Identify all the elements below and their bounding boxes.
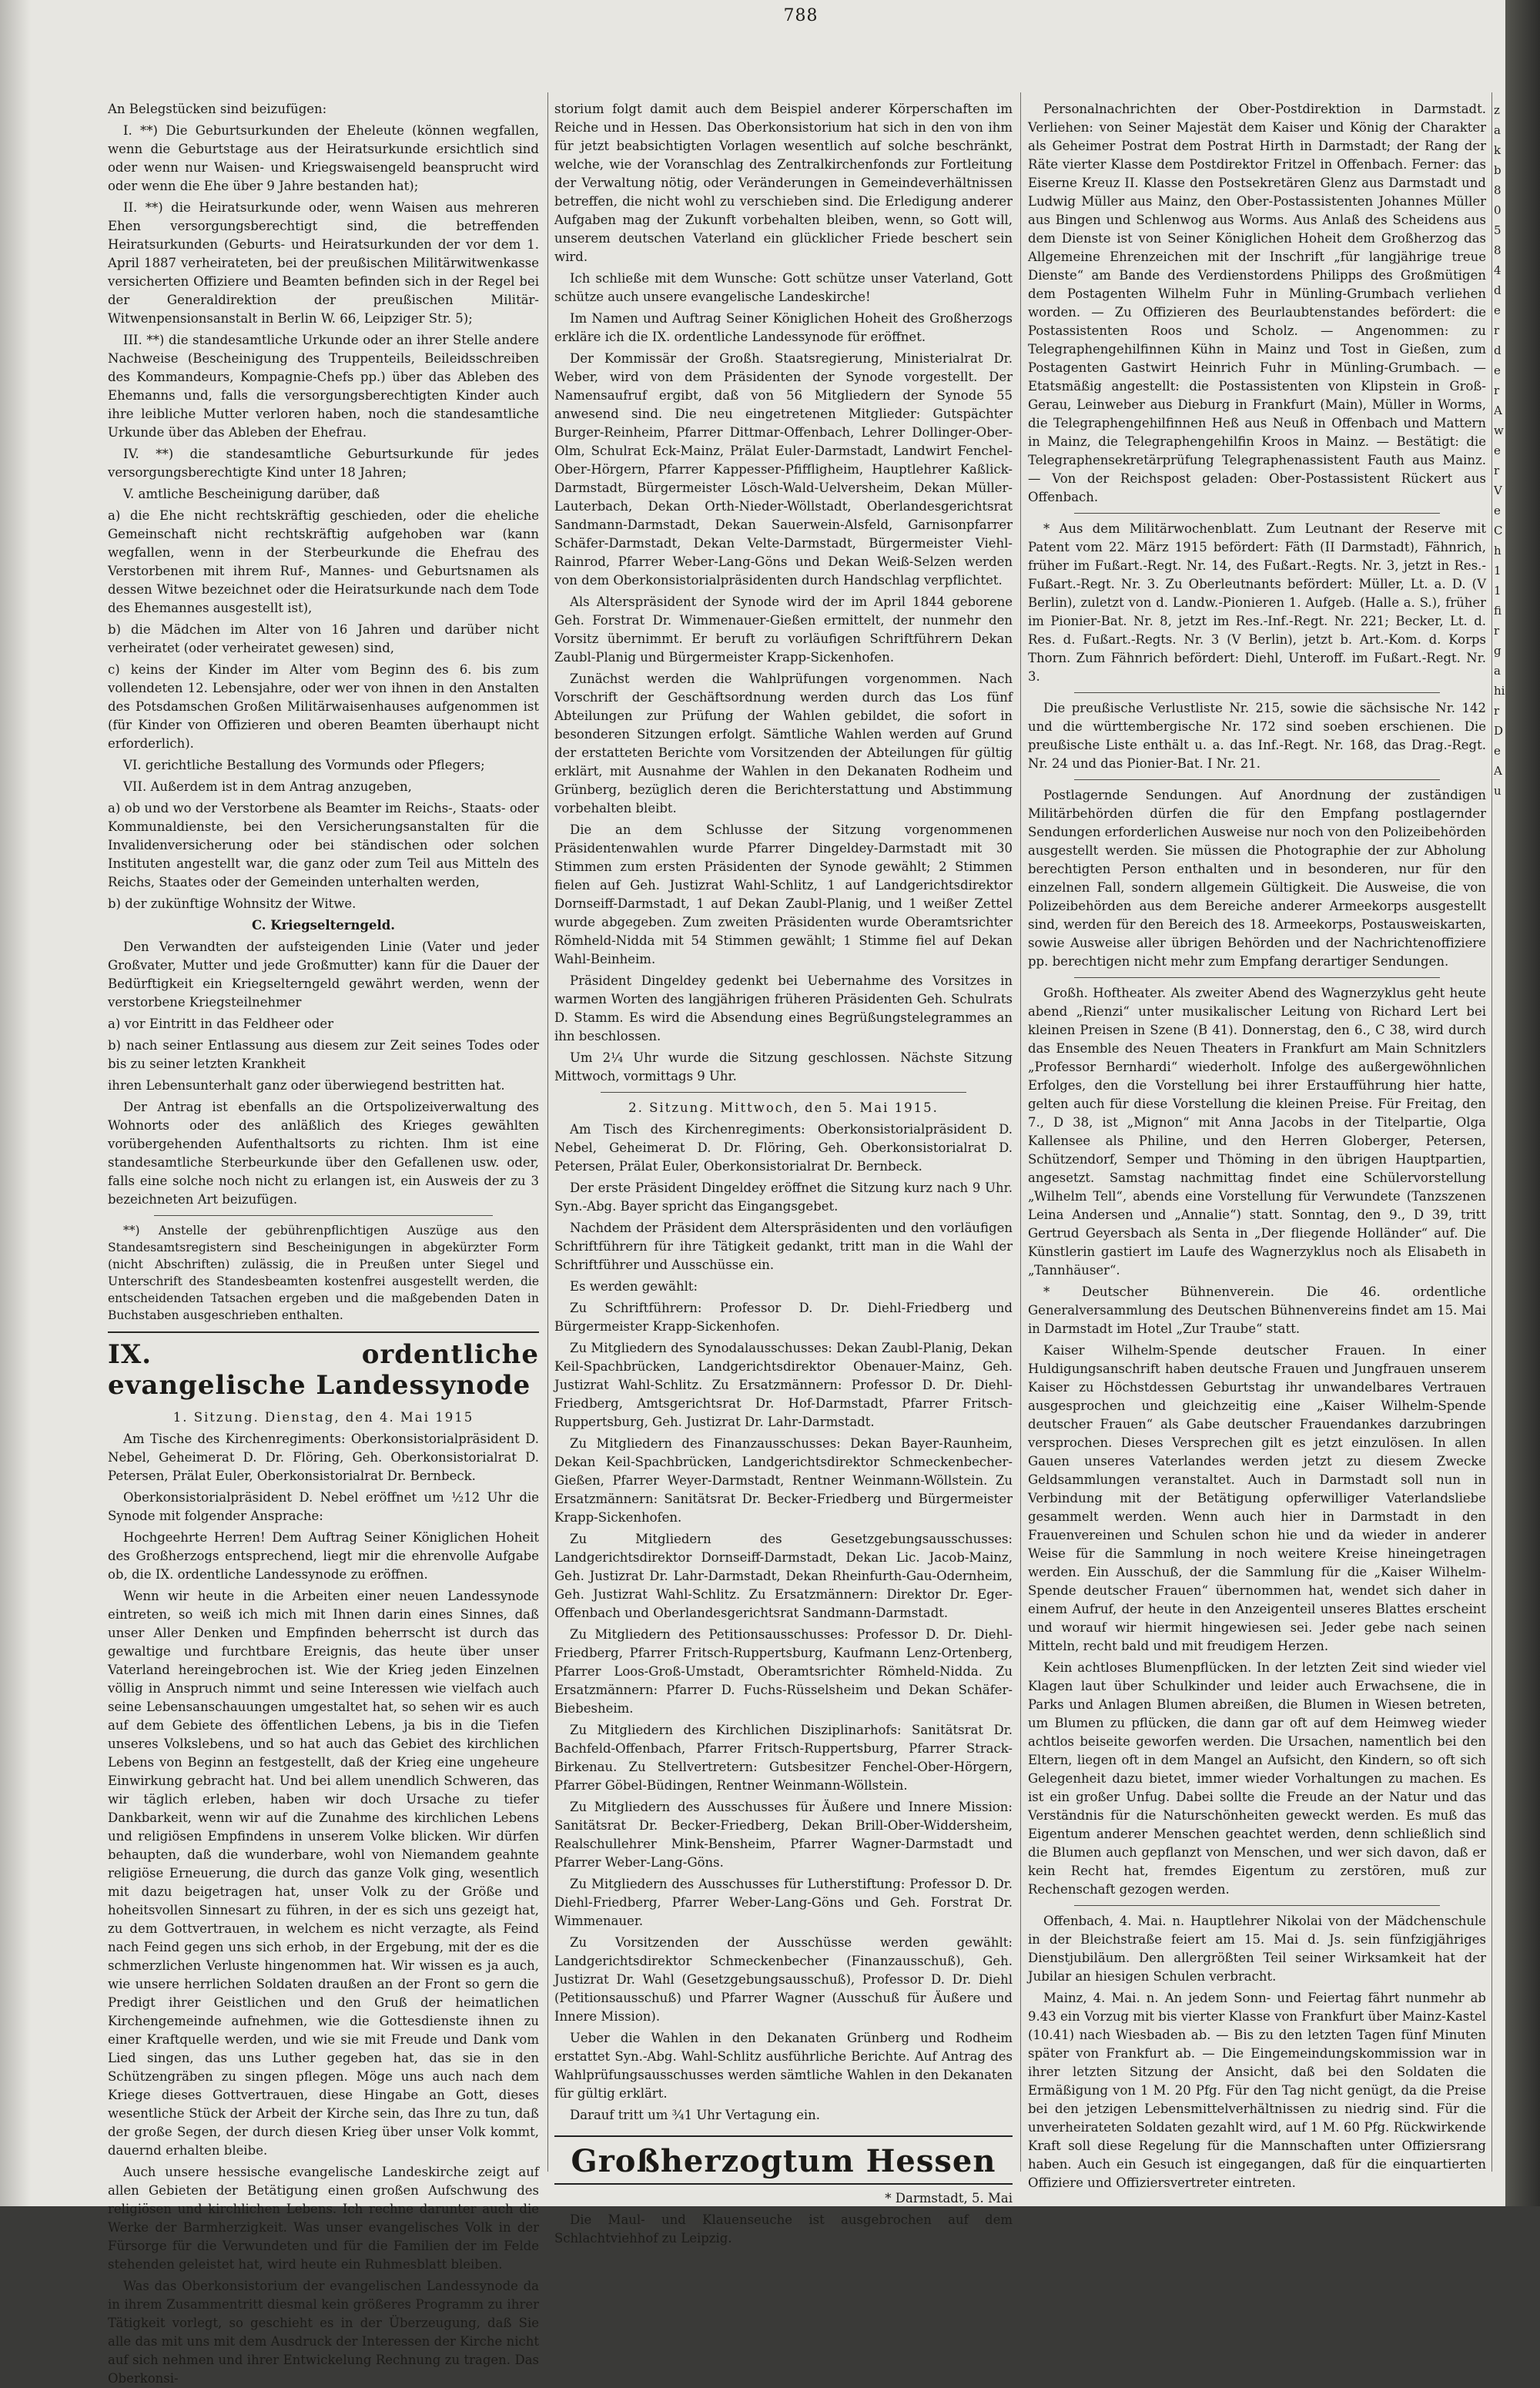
paragraph: Hochgeehrte Herren! Dem Auftrag Seiner Königlichen Hoheit des Großherzogs entsprechend, liegt mir die ehrenvolle Aufgabe ob, die IX. ordentliche Landessynode zu eröffnen. xyxy=(108,1530,539,1582)
list-item: c) keins der Kinder im Alter vom Beginn des 6. bis zum vollendeten 12. Lebensjahre, oder wer von ihnen in den Anstalten des Potsdamschen Großen Militärwaisenhauses aufgenommen ist (für Kinder von Offizieren und oberen Beamten überhaupt nicht erforderlich). xyxy=(108,662,539,751)
paragraph: Zu Mitgliedern des Ausschusses für Äußere und Innere Mission: Sanitätsrat Dr. Becker-Friedberg, Dekan Brill-Ober-Widdersheim, Realschullehrer Mink-Bensheim, Pfarrer Wagner-Darmstadt und Pfarrer Weber-Lang-Göns. xyxy=(554,1800,1013,1870)
divider xyxy=(601,1092,966,1093)
divider xyxy=(1074,513,1440,514)
paragraph: * Deutscher Bühnenverein. Die 46. ordentliche Generalversammlung des Deutschen Bühnenvereins findet am 15. Mai in Darmstadt im Hotel „Zur Traube“ statt. xyxy=(1028,1284,1486,1336)
paragraph: Kein achtloses Blumenpflücken. In der letzten Zeit sind wieder viel Klagen laut über Schulkinder und leider auch Erwachsene, die in Parks und Anlagen Blumen abreißen, die Blumen in Wiesen betreten, um Blumen zu pflücken, die dann gar oft auf dem Heimweg wieder achtlos beiseite geworfen werden. Die Ursachen, namentlich bei den Eltern, liegen oft in dem Mangel an Aufsicht, den Kindern, so oft sich Gelegenheit dazu bietet, immer wieder Vorhaltungen zu machen. Es ist ein großer Unfug. Dabei sollte die Freude an der Natur und das Verständnis für die Naturschönheiten geweckt werden. Es muß das Eigentum anderer Menschen geachtet werden, denn schließlich sind die Blumen auch gepflanzt von Menschen, und wer sich davon, daß er kein Recht hat, fremdes Eigentum zu zerstören, muß zur Rechenschaft gezogen werden. xyxy=(1028,1660,1486,1897)
divider xyxy=(1074,692,1440,693)
paragraph: Zu Schriftführern: Professor D. Dr. Diehl-Friedberg und Bürgermeister Krapp-Sickenhofen. xyxy=(554,1301,1013,1334)
paragraph: ihren Lebensunterhalt ganz oder überwiegend bestritten hat. xyxy=(108,1078,505,1093)
paragraph: Wenn wir heute in die Arbeiten einer neuen Landessynode eintreten, so weiß ich mich mit Ihnen darin eines Sinnes, daß unser Aller Denken und Empfinden beherrscht ist durch das gewaltige und furchtbare Ereignis, das heute über unser Vaterland hereingebrochen ist. Wie der Krieg jeden Einzelnen völlig in Anspruch nimmt und seine Interessen wie vielfach auch seine Lebensanschauungen umgestaltet hat, so sehen wir es auch auf dem Gebiete des öffentlichen Lebens, ja bis in die Tiefen unseres Volkslebens, und so hat auch das Gebiet des kirchlichen Lebens von Beginn an festgestellt, daß der Krieg eine ungeheure Einwirkung gebracht hat. Und bei allem unendlich Schweren, das wir täglich erleben, haben wir doch Ursache zu tiefer Dankbarkeit, wenn wir auf die Zunahme des kirchlichen Lebens und religiösen Empfindens in unserem Volke blicken. Wir dürfen behaupten, daß die wunderbare, wohl von Niemandem geahnte religiöse Erneuerung, die durch das ganze Volk ging, wesentlich mit dazu beigetragen hat, unser Volk zu der Größe und hoheitsvollen Sinnesart zu führen, in der es sich uns gezeigt hat, zu dem Gottvertrauen, in welchem es nicht verzagte, als Feind nach Feind gegen uns sich erhob, in der Ergebung, mit der es die schmerzlichen Verluste hingenommen hat. Wir wissen es ja auch, wie unsere herrlichen Soldaten draußen an der Front so gern die Predigt ihrer Geistlichen und den Gruß der heimatlichen Kirchengemeinde aufnehmen, wie die Gottesdienste ihnen zu einer Kraftquelle werden, und wie sie mit Freude und Dank vom Lied singen, das uns Luther gegeben hat, das sie in den Schützengräben zu singen pflegen. Möge uns auch nach dem Kriege dieses Gottvertrauen, diese Hingabe an Gott, dieses wesentliche Stück der Arbeit der Kirche sein, das Ihre zu tun, daß der große Segen, der durch diesen Krieg über unser Volk kommt, dauernd erhalten bleibe. xyxy=(108,1589,539,2158)
paragraph: Mainz, 4. Mai. n. An jedem Sonn- und Feiertag fährt nunmehr ab 9.43 ein Vorzug mit bis vierter Klasse von Frankfurt über Mainz-Kastel (10.41) nach Wiesbaden ab. — Bis zu den letzten Tagen fünf Minuten später von Frankfurt ab. — Die Eingemeindungskommission war in ihrer letzten Sitzung der Ansicht, daß bei den Soldaten die Ermäßigung von 1 M. 20 Pfg. Für den Tag nicht genügt, da die Preise bei den jetzigen Lebensmittelverhältnissen zu niedrig sind. Für die unverheirateten Soldaten gezahlt wird, auf 1 M. 60 Pfg. Rückwirkende Kraft soll diese Regelung für die Mannschaften unter Offiziersrang haben. Auch ein Gesuch ist eingegangen, daß für die einquartierten Offiziere und Offiziersvertreter eintreten. xyxy=(1028,1991,1486,2190)
paragraph: Ich schließe mit dem Wunsche: Gott schütze unser Vaterland, Gott schütze auch unsere evangelische Landeskirche! xyxy=(554,271,1013,304)
paragraph: Ueber die Wahlen in den Dekanaten Grünberg und Rodheim erstattet Syn.-Abg. Wahl-Schlitz ausführliche Berichte. Auf Antrag des Wahlprüfungsausschusses werden sämtliche Wahlen in den Dekanaten für gültig erklärt. xyxy=(554,2031,1013,2101)
paragraph: Zu Mitgliedern des Gesetzgebungsausschusses: Landgerichtsdirektor Dornseiff-Darmstadt, Dekan Lic. Jacob-Mainz, Geh. Justizrat Dr. Lahr-Darmstadt, Dekan Rheinfurth-Gau-Odernheim, Geh. Justizrat Wahl-Schlitz. Zu Ersatzmännern: Direktor Dr. Eger-Offenbach und Oberlandesgerichtsrat Sandmann-Darmstadt. xyxy=(554,1532,1013,1620)
footnote: **) Anstelle der gebührenpflichtigen Auszüge aus den Standesamtsregistern sind Bescheinigungen in abgekürzter Form (nicht Abschriften) zulässig, die in Preußen unter Siegel und Unterschrift des Standesbeamten kostenfrei ausgestellt werden, die entscheidenden Tatsachen ergeben und die maßgebenden Daten in Buchstaben ausgeschrieben enthalten. xyxy=(108,1224,539,1322)
paragraph: Der Antrag ist ebenfalls an die Ortspolizeiverwaltung des Wohnorts oder des anläßlich des Krieges gewählten vorübergehenden Aufenthaltsorts zu richten. Ihm ist eine standesamtliche Sterbeurkunde über den Gefallenen usw. oder, falls eine solche noch nicht zu erlangen ist, ein Ausweis der zu 3 bezeichneten Art beizufügen. xyxy=(108,1100,539,1207)
page-number: 788 xyxy=(783,6,819,25)
list-item: b) nach seiner Entlassung aus diesem zur Zeit seines Todes oder bis zu seiner letzten Krankheit xyxy=(108,1038,539,1071)
paragraph: Auch unsere hessische evangelische Landeskirche zeigt auf allen Gebieten der Betätigung einen großen Aufschwung des religiösen und kirchlichen Lebens. Ich rechne darunter auch die Werke der Barmherzigkeit. Was unser evangelisches Volk in der Fürsorge für die Verwundeten und für die Familien der im Felde stehenden geleistet hat, wird heute ein Ruhmesblatt bleiben. xyxy=(108,2165,539,2272)
section-banner xyxy=(554,2135,1013,2185)
paragraph: Es werden gewählt: xyxy=(570,1279,698,1294)
paragraph: Zu Mitgliedern des Finanzausschusses: Dekan Bayer-Raunheim, Dekan Keil-Spachbrücken, Landgerichtsdirektor Schmeckenbecher-Gießen, Pfarrer Weyer-Darmstadt, Rentner Weinmann-Wöllstein. Zu Ersatzmännern: Sanitätsrat Dr. Becker-Friedberg und Bürgermeister Krapp-Sickenhofen. xyxy=(554,1436,1013,1525)
divider xyxy=(154,1215,493,1216)
paragraph: Am Tisch des Kirchenregiments: Oberkonsistorialpräsident D. Nebel, Geheimerat D. Dr. Flöring, Geh. Oberkonsistorialrat D. Petersen, Prälat Euler, Oberkonsistorialrat Dr. Bernbeck. xyxy=(554,1122,1013,1174)
divider xyxy=(1074,779,1440,780)
paragraph: Die an dem Schlusse der Sitzung vorgenommenen Präsidentenwahlen wurde Pfarrer Dingeldey-Darmstadt mit 30 Stimmen zum ersten Präsidenten der Synode gewählt; 2 Stimmen fielen auf Geh. Justizrat Wahl-Schlitz, 1 auf Landgerichtsdirektor Dornseiff-Darmstadt, 1 auf Dekan Zaubl-Planig, und 1 weißer Zettel wurde abgegeben. Zum zweiten Präsidenten wurde Oberamtsrichter Römheld-Nidda mit 54 Stimmen gewählt; 1 Stimme fiel auf Dekan Wahl-Beinheim. xyxy=(554,822,1013,966)
paragraph: Nachdem der Präsident dem Alterspräsidenten und den vorläufigen Schriftführern für ihre Tätigkeit gedankt, tritt man in die Wahl der Schriftführer und Ausschüsse ein. xyxy=(554,1221,1013,1272)
paragraph: Was das Oberkonsistorium der evangelischen Landessynode da in ihrem Zusammentritt diesmal kein größeres Programm zu ihrer Tätigkeit vorlegt, so geschieht es in der Überzeugung, daß Sie alle das mit uns mit dem Ausdruck der Interessen der Kirche nicht auf sich nehmen und ihrer Entwickelung Rechnung zu tragen. Das Oberkonsi- xyxy=(108,2279,539,2386)
paragraph: Zu Mitgliedern des Petitionsausschusses: Professor D. Dr. Diehl-Friedberg, Pfarrer Fritsch-Ruppertsburg, Kaufmann Lenz-Ortenberg, Pfarrer Loos-Groß-Umstadt, Oberamtsrichter Römheld-Nidda. Zu Ersatzmännern: Pfarrer D. Fuchs-Rüsselsheim und Dekan Schäfer-Biebesheim. xyxy=(554,1627,1013,1716)
paragraph: Als Alterspräsident der Synode wird der im April 1844 geborene Geh. Forstrat Dr. Wimmenauer-Gießen ermittelt, der nunmehr den Vorsitz übernimmt. Er beruft zu vorläufigen Schriftführern Dekan Zaubl-Planig und Bürgermeister Krapp-Sickenhofen. xyxy=(554,594,1013,665)
column-4-fragment xyxy=(1494,100,1505,2179)
list-item: a) die Ehe nicht rechtskräftig geschieden, oder die eheliche Gemeinschaft nicht rechtskräftig aufgehoben war (kann wegfallen, wenn in der Sterbeurkunde die Ehefrau des Verstorbenen mit ihrem Ruf-, Mannes- und Geburtsnamen als dessen Witwe bezeichnet oder die Heiratsurkunde nach dem Tode des Ehemannes ausgestellt ist), xyxy=(108,508,539,615)
column-3 xyxy=(1028,100,1486,2190)
divider xyxy=(1074,1905,1440,1906)
paragraph: Zunächst werden die Wahlprüfungen vorgenommen. Nach Vorschrift der Geschäftsordnung werden durch das Los fünf Abteilungen zur Prüfung der Wahlen gebildet, die sofort in besonderen Sitzungen erfolgt. Sämtliche Wahlen werden auf Grund der erstatteten Berichte vom Vorsitzenden der Abteilungen für gültig erklärt, mit Ausnahme der Wahlen in den Dekanaten Rodheim und Grünberg, bezüglich deren die Berichterstattung und Abstimmung vorbehalten bleibt. xyxy=(554,672,1013,816)
article-headline: IX. ordentliche evangelische Landessynode xyxy=(108,1339,539,1401)
paragraph: Offenbach, 4. Mai. n. Hauptlehrer Nikolai von der Mädchenschule in der Bleichstraße feiert am 15. Mai d. Js. sein fünfzigjähriges Dienstjubiläum. Den allergrößten Teil seiner Wirksamkeit hat der Jubilar an hiesigen Schulen verbracht. xyxy=(1028,1914,1486,1984)
paragraph: Zu Mitgliedern des Synodalausschusses: Dekan Zaubl-Planig, Dekan Keil-Spachbrücken, Landgerichtsdirektor Obenauer-Mainz, Geh. Justizrat Wahl-Schlitz. Zu Ersatzmännern: Professor D. Dr. Diehl-Friedberg, Amtsgerichtsrat Dr. Hof-Darmstadt, Pfarrer Fritsch-Ruppertsburg, Geh. Justizrat Dr. Lahr-Darmstadt. xyxy=(554,1341,1013,1429)
divider xyxy=(108,1331,539,1333)
list-item: a) vor Eintritt in das Feldheer oder xyxy=(108,1016,334,1031)
dateline: * Darmstadt, 5. Mai xyxy=(885,2191,1013,2205)
paragraph: Der erste Präsident Dingeldey eröffnet die Sitzung kurz nach 9 Uhr. Syn.-Abg. Bayer spricht das Eingangsgebet. xyxy=(554,1181,1013,1214)
binding-shadow xyxy=(0,0,31,2206)
column-rule xyxy=(547,92,548,2172)
session-heading: 1. Sitzung. Dienstag, den 4. Mai 1915 xyxy=(172,1410,474,1425)
paragraph: Im Namen und Auftrag Seiner Königlichen Hoheit des Großherzogs erkläre ich die IX. ordentliche Landessynode für eröffnet. xyxy=(554,311,1013,344)
paragraph: Oberkonsistorialpräsident D. Nebel eröffnet um ½12 Uhr die Synode mit folgender Ansprache: xyxy=(108,1490,539,1523)
paragraph: storium folgt damit auch dem Beispiel anderer Körperschaften im Reiche und in Hessen. Das Oberkonsistorium hat sich in den von ihm für jetzt beabsichtigten Vorlagen wesentlich auf solche beschränkt, welche, wie der Voranschlag des Zentralkirchenfonds zur Fortleitung der Verwaltung nötig, oder Veränderungen in Gemeindeverhältnissen betreffen, die nicht wohl zu verschieben sind. Die Erledigung anderer Aufgaben mag der Zukunft vorbehalten bleiben, wenn, so Gott will, unserem deutschen Vaterland ein glücklicher Friede beschert sein wird. xyxy=(554,102,1013,264)
column-rule xyxy=(1020,92,1021,2172)
paragraph: Am Tische des Kirchenregiments: Oberkonsistorialpräsident D. Nebel, Geheimerat D. Dr. Flöring, Geh. Oberkonsistorialrat D. Petersen, Prälat Euler, Oberkonsistorialrat Dr. Bernbeck. xyxy=(108,1432,539,1483)
section-heading: C. Kriegselterngeld. xyxy=(251,918,396,933)
list-item: VII. Außerdem ist in dem Antrag anzugeben, xyxy=(123,779,412,794)
paragraph: Zu Mitgliedern des Ausschusses für Lutherstiftung: Professor D. Dr. Diehl-Friedberg, Pfarrer Weber-Lang-Göns und Geh. Forstrat Dr. Wimmenauer. xyxy=(554,1877,1013,1928)
column-1 xyxy=(108,100,539,2386)
section-title: Großherzogtum Hessen xyxy=(571,2143,996,2179)
list-item: a) ob und wo der Verstorbene als Beamter im Reichs-, Staats- oder Kommunaldienste, bei den Versicherungsanstalten für die Invalidenversicherung oder bei ständischen oder solchen Instituten angestellt war, die ganz oder zum Teil aus Mitteln des Reichs, Staates oder der Gemeinden unterhalten werden, xyxy=(108,801,539,889)
list-item: V. amtliche Bescheinigung darüber, daß xyxy=(123,487,380,501)
paragraph: Die preußische Verlustliste Nr. 215, sowie die sächsische Nr. 142 und die württembergische Nr. 172 sind soeben erschienen. Die preußische Liste enthält u. a. das Inf.-Regt. Nr. 168, das Drag.-Regt. Nr. 24 und das Pionier-Bat. I Nr. 21. xyxy=(1028,701,1486,771)
paragraph: Um 2¼ Uhr wurde die Sitzung geschlossen. Nächste Sitzung Mittwoch, vormittags 9 Uhr. xyxy=(554,1050,1013,1083)
list-item: b) die Mädchen im Alter von 16 Jahren und darüber nicht verheiratet (oder verheiratet gewesen) sind, xyxy=(108,622,539,655)
paragraph: Der Kommissär der Großh. Staatsregierung, Ministerialrat Dr. Weber, wird von dem Präsidenten der Synode vorgestellt. Der Namensaufruf ergibt, daß von 56 Mitgliedern der Synode 55 anwesend sind. Die neu eingetretenen Mitglieder: Gutspächter Burger-Reinheim, Pfarrer Dittmar-Offenbach, Lehrer Dollinger-Ober-Olm, Schulrat Eck-Mainz, Prälat Euler-Darmstadt, Landwirt Fenchel-Ober-Hörgern, Pfarrer Kappesser-Pfiffligheim, Hauptlehrer Kaßlick-Darmstadt, Bürgermeister Lösch-Wald-Uelversheim, Dekan Müller-Lauterbach, Dekan Orth-Nieder-Wöllstadt, Oberlandesgerichtsrat Sandmann-Darmstadt, Dekan Sauerwein-Alsfeld, Garnisonpfarrer Schäfer-Darmstadt, Dekan Velte-Darmstadt, Bürgermeister Viehl-Rainrod, Pfarrer Weber-Lang-Göns und Dekan Weiß-Selzen werden von dem Oberkonsistorialpräsidenten durch Handschlag verpflichtet. xyxy=(554,351,1013,588)
list-item: II. **) die Heiratsurkunde oder, wenn Waisen aus mehreren Ehen versorgungsberechtigt sind, die betreffenden Heiratsurkunden (Geburts- und Heiratsurkunden der vor dem 1. April 1887 verheirateten, bei der preußischen Militärwitwenkasse versicherten Offiziere und Beamten befinden sich in der Regel bei der Generaldirektion der preußischen Militär-Witwenpensionsanstalt in Berlin W. 66, Leipziger Str. 5); xyxy=(108,200,539,326)
paragraph: Die Maul- und Klauenseuche ist ausgebrochen auf dem Schlachtviehhof zu Leipzig. xyxy=(554,2212,1013,2246)
list-item: III. **) die standesamtliche Urkunde oder an ihrer Stelle andere Nachweise (Bescheinigung des Truppenteils, Beileidsschreiben des Kommandeurs, Kompagnie-Chefs pp.) über das Ableben des Ehemanns und, falls die versorgungsberechtigten Kinder auch ihre leibliche Mutter verloren haben, noch die standesamtliche Urkunde über das Ableben der Ehefrau. xyxy=(108,333,539,440)
column-rule xyxy=(1491,92,1492,2172)
paragraph: Zu Vorsitzenden der Ausschüsse werden gewählt: Landgerichtsdirektor Schmeckenbecher (Finanzausschuß), Geh. Justizrat Dr. Wahl (Gesetzgebungsausschuß), Professor D. Dr. Diehl (Petitionsausschuß) und Pfarrer Wagner (Ausschuß für Äußere und Innere Mission). xyxy=(554,1935,1013,2024)
paragraph: Postlagernde Sendungen. Auf Anordnung der zuständigen Militärbehörden dürfen die für den Empfang postlagernder Sendungen erforderlichen Ausweise nur noch von den Polizeibehörden ausgestellt werden. Sie müssen die Photographie der zur Abholung berechtigten Person enthalten und in besonderen, nur für den einzelnen Fall, sondern allgemein Gültigkeit. Die Ausweise, die von Polizeibehörden aus dem Bereiche anderer Armeekorps ausgestellt sind, werden für den Bereich des 18. Armeekorps, Postausweiskarten, sowie Ausweise aller übrigen Behörden und der Nachrichtenoffiziere pp. berechtigen nicht mehr zum Empfang derartiger Sendungen. xyxy=(1028,788,1486,969)
scan-edge xyxy=(1505,0,1540,2206)
session-heading: 2. Sitzung. Mittwoch, den 5. Mai 1915. xyxy=(628,1100,939,1115)
divider xyxy=(1074,977,1440,978)
paragraph: Den Verwandten der aufsteigenden Linie (Vater und jeder Großvater, Mutter und jede Großmutter) kann für die Dauer der Bedürftigkeit ein Kriegselterngeld gewährt werden, wenn der verstorbene Kriegsteilnehmer xyxy=(108,939,539,1010)
paragraph: Personalnachrichten der Ober-Postdirektion in Darmstadt. Verliehen: von Seiner Majestät dem Kaiser und König der Charakter als Geheimer Postrat dem Postrat Hirth in Darmstadt; der Rang der Räte vierter Klasse dem Postdirektor Fritzel in Offenbach. Ferner: das Eiserne Kreuz II. Klasse den Postsekretären Glenz aus Darmstadt und Ludwig Müller aus Mainz, den Ober-Postassistenten Johannes Müller aus Bingen und Schlenwog aus Worms. Aus Anlaß des Scheidens aus dem Dienste ist von Seiner Königlichen Hoheit dem Großherzog das Allgemeine Ehrenzeichen mit der Inschrift „für langjährige treue Dienste“ am Bande des Verdienstordens Philipps des Großmütigen dem Postagenten Wilhelm Fuhr in Münling-Grumbach verliehen worden. — Zu Offizieren des Beurlaubtenstandes befördert: die Postassistenten Roos und Scholz. — Angenommen: zu Telegraphengehilfinnen Kühn in Mainz und Tost in Gießen, zum Postagenten Gastwirt Heinrich Fuhr in Münling-Grumbach. — Etatsmäßig angestellt: die Postassistenten von Klipstein in Groß-Gerau, Leinweber aus Dieburg in Frankfurt (Main), Müller in Worms, die Telegraphengehilfinnen Heß aus Neuß in Offenbach und Mattern in Mainz, die Telegraphengehilfin Kroos in Mainz. — Bestätigt: die Telegraphensekretärprüfung Telegraphenassistent Fauth aus Mainz. — Von der Reichspost geladen: Ober-Postassistent Rückert aus Offenbach. xyxy=(1028,102,1486,504)
paragraph: Großh. Hoftheater. Als zweiter Abend des Wagnerzyklus geht heute abend „Rienzi“ unter musikalischer Leitung von Richard Lert bei kleinen Preisen in Szene (B 41). Donnerstag, den 6., C 38, wird durch das Ensemble des Neuen Theaters in Frankfurt am Main Schnitzlers „Professor Bernhardi“ wiederholt. Infolge des außergewöhnlichen Erfolges, den die Vorstellung bei ihrer Erstaufführung hier hatte, gelten auch für diese Vorstellung die kleinen Preise. Für Freitag, den 7., D 38, ist „Mignon“ mit Anna Jacobs in der Titelpartie, Olga Kallensee als Philine, und den Herren Globerger, Petersen, Schützendorf, Semper und Thöming in den übrigen Hauptpartien, angesetzt. Samstag nachmittag findet eine Schülervorstellung „Wilhelm Tell“, abends eine Vorstellung für Verwundete (Tanzszenen Leina Andersen und „Annalie“) statt. Sonntag, den 9., D 39, tritt Gertrud Geyersbach als Senta in „Der fliegende Holländer“ auf. Die Künstlerin gastiert im Laufe des Wagnerzyklus noch als Elisabeth in „Tannhäuser“. xyxy=(1028,986,1486,1278)
paragraph: Präsident Dingeldey gedenkt bei Uebernahme des Vorsitzes in warmen Worten des langjährigen früheren Präsidenten Geh. Schulrats D. Stamm. Es wird die Absendung eines Begrüßungstelegrammes an ihn beschlossen. xyxy=(554,973,1013,1043)
cropped-text: zak b 80 5 84 der der A wer Ve Ch 11 fir ga hir De Au xyxy=(1494,103,1505,798)
paragraph: Zu Mitgliedern des Kirchlichen Disziplinarhofs: Sanitätsrat Dr. Bachfeld-Offenbach, Pfarrer Fritsch-Ruppertsburg, Pfarrer Strack-Birkenau. Zu Stellvertretern: Gutsbesitzer Fenchel-Ober-Hörgern, Pfarrer Göbel-Büdingen, Rentner Weinmann-Wöllstein. xyxy=(554,1723,1013,1793)
column-2 xyxy=(554,100,1013,2246)
list-item: VI. gerichtliche Bestallung des Vormunds oder Pflegers; xyxy=(123,758,485,772)
list-item: b) der zukünftige Wohnsitz der Witwe. xyxy=(108,896,357,911)
paragraph: An Belegstücken sind beizufügen: xyxy=(108,102,327,116)
paragraph: Darauf tritt um ¾1 Uhr Vertagung ein. xyxy=(570,2108,821,2122)
list-item: I. **) Die Geburtsurkunden der Eheleute (können wegfallen, wenn die Geburtstage aus der Heiratsurkunde ersichtlich sind oder wenn nur Waisen- und Kriegswaisengeld beansprucht wird oder wenn die Ehe über 9 Jahre bestanden hat); xyxy=(108,123,539,193)
list-item: IV. **) die standesamtliche Geburtsurkunde für jedes versorgungsberechtigte Kind unter 18 Jahren; xyxy=(108,447,539,480)
paragraph: Kaiser Wilhelm-Spende deutscher Frauen. In einer Huldigungsanschrift haben deutsche Frauen und Jungfrauen unserem Kaiser zu Höchstdessen Geburtstag ihr unwandelbares Vertrauen ausgesprochen und gleichzeitig eine „Kaiser Wilhelm-Spende deutscher Frauen“ als Gabe deutscher Frauendankes darzubringen versprochen. Dieses Versprechen gilt es jetzt einzulösen. In allen Gauen unseres Vaterlandes werden jetzt zu diesem Zwecke Geldsammlungen veranstaltet. Auch in Darmstadt soll nun in Verbindung mit der Betätigung opferwilliger Vaterlandsliebe gesammelt werden. Wenn auch hier in Darmstadt in den Frauenvereinen und Schulen schon hie und da wieder in anderer Weise für die Sammlung in noch weitere Kreise hineingetragen werden. Ein Ausschuß, der die Sammlung für die „Kaiser Wilhelm-Spende deutscher Frauen“ übernommen hat, wendet sich daher in einem Aufruf, der heute in den Anzeigenteil unseres Blattes erscheint und worauf wir hiermit hingewiesen sei. Jeder gebe nach seinen Mitteln, recht bald und mit freudigem Herzen. xyxy=(1028,1343,1486,1653)
paragraph: * Aus dem Militärwochenblatt. Zum Leutnant der Reserve mit Patent vom 22. März 1915 befördert: Fäth (II Darmstadt), Fähnrich, früher im Fußart.-Regt. Nr. 14, des Fußart.-Regts. Nr. 3, jetzt in Res.-Fußart.-Regt. Nr. 3. Zu Oberleutnants befördert: Müller, Lt. a. D. (V Berlin), zuletzt von d. Landw.-Pionieren 1. Aufgeb. (Halle a. S.), früher im Pionier-Bat. Nr. 8, jetzt im Res.-Inf.-Regt. Nr. 221; Becker, Lt. d. Res. d. Fußart.-Regts. Nr. 3 (V Berlin), jetzt b. Art.-Kom. d. Korps Thorn. Zum Fähnrich befördert: Diehl, Unteroff. im Fußart.-Regt. Nr. 3. xyxy=(1028,521,1486,684)
